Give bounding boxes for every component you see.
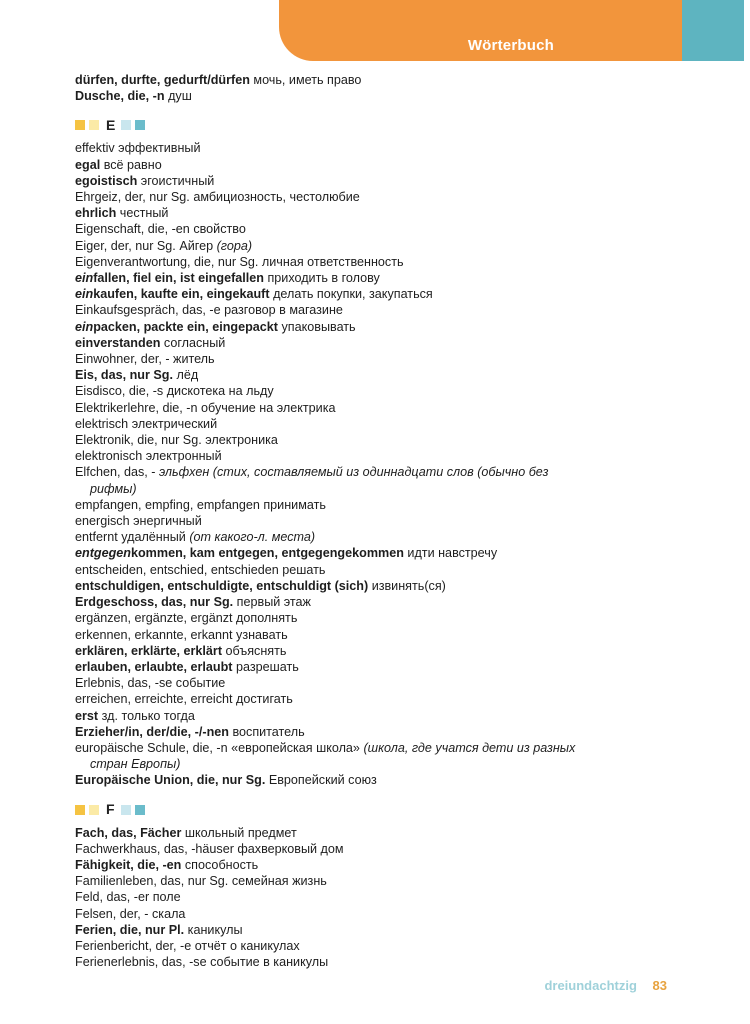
- entry-headword: Erdgeschoss, das, nur Sg.: [75, 595, 234, 610]
- entry-translation: житель: [173, 352, 215, 367]
- entry-translation: амбициозность, честолюбие: [193, 190, 360, 205]
- entry-headword: entscheiden, entschied, entschieden: [75, 562, 279, 577]
- dictionary-entry: [75, 659, 715, 675]
- dictionary-entry: [75, 954, 715, 970]
- dictionary-content: [75, 72, 715, 970]
- light-blue-square-icon: [121, 120, 131, 130]
- dictionary-entry: [75, 367, 715, 383]
- yellow-square-icon: [75, 805, 85, 815]
- entry-headword: packen, packte ein, eingepackt: [93, 319, 278, 334]
- entry-headword: Feld, das, -er: [75, 890, 150, 905]
- dictionary-entry: [75, 351, 715, 367]
- dictionary-entry: [75, 302, 715, 318]
- blue-square-icon: [135, 120, 145, 130]
- entry-translation: электронный: [145, 449, 222, 464]
- dictionary-entry: [75, 922, 715, 938]
- dictionary-entry: [75, 319, 715, 335]
- header-color-strip: [682, 0, 744, 61]
- entry-prefix: ein: [75, 287, 94, 302]
- entry-prefix: entgegen: [75, 546, 131, 561]
- dictionary-entry: [75, 432, 715, 448]
- entry-note-continuation: рифмы): [90, 481, 137, 496]
- entry-translation: способность: [184, 857, 259, 872]
- entry-headword: egal: [75, 157, 101, 172]
- entry-translation: поле: [152, 890, 181, 905]
- entry-translation: душ: [168, 89, 192, 104]
- section-f-entries: [75, 825, 715, 971]
- entry-headword: erkennen, erkannte, erkannt: [75, 627, 233, 642]
- section-letter-e: E: [106, 117, 116, 134]
- entry-translation: электрический: [131, 416, 218, 431]
- entry-translation: воспитатель: [232, 724, 305, 739]
- light-yellow-square-icon: [89, 120, 99, 130]
- dictionary-entry: [75, 270, 715, 286]
- entry-prefix: ein: [75, 319, 94, 334]
- entry-translation: каникулы: [187, 922, 243, 937]
- dictionary-entry: [75, 627, 715, 643]
- entry-headword: effektiv: [75, 141, 115, 156]
- dictionary-entry: [75, 221, 715, 237]
- entry-translation: событие: [175, 676, 226, 691]
- entry-headword: Fachwerkhaus, das, -häuser: [75, 841, 234, 856]
- entry-headword: Ferienbericht, der, -e: [75, 938, 192, 953]
- entry-translation: объяснять: [225, 643, 287, 658]
- entry-note: (школа, где учатся дети из разных: [363, 740, 576, 755]
- dictionary-entry: [75, 906, 715, 922]
- entry-translation: разговор в магазине: [224, 303, 343, 318]
- entry-headword: Eigenverantwortung, die, nur Sg.: [75, 254, 259, 269]
- entry-translation: дискотека на льду: [166, 384, 274, 399]
- entry-translation: дополнять: [236, 611, 298, 626]
- entry-prefix: ein: [75, 271, 94, 286]
- entry-translation: удалённый: [121, 530, 186, 545]
- entry-translation: первый этаж: [236, 595, 311, 610]
- entry-headword: elektrisch: [75, 416, 129, 431]
- entry-translation: узнавать: [236, 627, 288, 642]
- entry-translation: мочь, иметь право: [253, 73, 362, 87]
- dictionary-entry: [75, 383, 715, 399]
- entry-headword: empfangen, empfing, empfangen: [75, 497, 260, 512]
- dictionary-entry: [75, 691, 715, 707]
- dictionary-entry: [75, 740, 715, 772]
- entry-headword: Elfchen, das, -: [75, 465, 156, 480]
- entry-headword: europäische Schule, die, -n: [75, 740, 228, 755]
- entry-headword: Erzieher/in, der/die, -/-nen: [75, 724, 229, 739]
- dictionary-entry: [75, 772, 715, 788]
- entry-translation: лёд: [176, 368, 199, 383]
- entry-translation: Айгер: [179, 238, 214, 253]
- dictionary-entry: [75, 513, 715, 529]
- blue-square-icon: [135, 805, 145, 815]
- entry-headword: erklären, erklärte, erklärt: [75, 643, 223, 658]
- entry-headword: Fähigkeit, die, -en: [75, 857, 182, 872]
- section-e-entries: [75, 140, 715, 788]
- entry-headword: Dusche, die, -n: [75, 89, 165, 104]
- dictionary-entry: [75, 88, 715, 104]
- entry-headword: Elektrikerlehre, die, -n: [75, 400, 198, 415]
- entry-translation: отчёт о каникулах: [194, 938, 300, 953]
- page-footer: [544, 978, 667, 993]
- dictionary-entry: [75, 448, 715, 464]
- dictionary-entry: [75, 254, 715, 270]
- entry-translation: свойство: [193, 222, 246, 237]
- entry-translation: эгоистичный: [140, 173, 215, 188]
- entry-translation: эффективный: [118, 141, 201, 156]
- dictionary-entry: [75, 205, 715, 221]
- dictionary-entry: [75, 72, 715, 88]
- entry-translation: Европейский союз: [268, 773, 377, 788]
- yellow-square-icon: [75, 120, 85, 130]
- dictionary-entry: [75, 708, 715, 724]
- dictionary-entry: [75, 857, 715, 873]
- entry-translation: приходить в голову: [267, 271, 380, 286]
- entry-headword: Eigenschaft, die, -en: [75, 222, 190, 237]
- entry-headword: ehrlich: [75, 206, 117, 221]
- dictionary-entry: [75, 335, 715, 351]
- entry-headword: Einwohner, der, -: [75, 352, 170, 367]
- dictionary-entry: [75, 464, 715, 496]
- entry-translation: фахверковый дом: [237, 841, 344, 856]
- entry-headword: erst: [75, 708, 99, 723]
- dictionary-entry: [75, 286, 715, 302]
- section-letter-f: F: [106, 801, 115, 818]
- entry-headword: egoistisch: [75, 173, 138, 188]
- entry-headword: Einkaufsgespräch, das, -e: [75, 303, 221, 318]
- light-blue-square-icon: [121, 805, 131, 815]
- entry-translation: электроника: [205, 433, 278, 448]
- entry-headword: Elektronik, die, nur Sg.: [75, 433, 202, 448]
- entry-translation: разрешать: [235, 659, 299, 674]
- entry-headword: Ehrgeiz, der, nur Sg.: [75, 190, 190, 205]
- dictionary-entry: [75, 157, 715, 173]
- entry-headword: ergänzen, ergänzte, ergänzt: [75, 611, 233, 626]
- entry-headword: entfernt: [75, 530, 118, 545]
- light-yellow-square-icon: [89, 805, 99, 815]
- dictionary-entry: [75, 189, 715, 205]
- page-number: 83: [652, 978, 667, 993]
- entry-headword: dürfen, durfte, gedurft/dürfen: [75, 73, 250, 87]
- entry-note: эльфхен (стих, составляемый из одиннадцати слов (обычно без: [159, 465, 549, 480]
- dictionary-entry: [75, 610, 715, 626]
- entry-headword: Eisdisco, die, -s: [75, 384, 164, 399]
- entry-translation: энергичный: [133, 514, 202, 529]
- dictionary-entry: [75, 497, 715, 513]
- header-tab: [279, 0, 682, 61]
- dictionary-entry: [75, 675, 715, 691]
- dictionary-entry: [75, 873, 715, 889]
- entry-note-continuation: стран Европы): [90, 757, 181, 772]
- entry-headword: Ferienerlebnis, das, -se: [75, 955, 207, 970]
- entry-translation: обучение на электрика: [201, 400, 336, 415]
- entry-translation: принимать: [263, 497, 326, 512]
- pre-entries-list: [75, 72, 715, 104]
- dictionary-entry: [75, 841, 715, 857]
- entry-headword: energisch: [75, 514, 130, 529]
- entry-headword: kaufen, kaufte ein, eingekauft: [93, 287, 270, 302]
- entry-note: (от какого-л. места): [189, 530, 316, 545]
- entry-translation: согласный: [163, 335, 226, 350]
- entry-translation: «европейская школа»: [231, 740, 360, 755]
- dictionary-entry: [75, 938, 715, 954]
- entry-translation: всё равно: [103, 157, 162, 172]
- entry-translation: школьный предмет: [184, 825, 297, 840]
- entry-headword: Familienleben, das, nur Sg.: [75, 874, 229, 889]
- entry-translation: скала: [152, 906, 186, 921]
- entry-headword: Eis, das, nur Sg.: [75, 368, 173, 383]
- page-title: Wörterbuch: [467, 37, 554, 54]
- page-number-word: dreiundachtzig: [544, 978, 637, 993]
- dictionary-entry: [75, 724, 715, 740]
- section-e-heading: [75, 116, 715, 134]
- entry-headword: fallen, fiel ein, ist eingefallen: [93, 271, 264, 286]
- dictionary-entry: [75, 400, 715, 416]
- entry-headword: Fach, das, Fächer: [75, 825, 182, 840]
- dictionary-entry: [75, 545, 715, 561]
- dictionary-entry: [75, 643, 715, 659]
- dictionary-entry: [75, 594, 715, 610]
- dictionary-entry: [75, 889, 715, 905]
- entry-translation: честный: [119, 206, 169, 221]
- entry-headword: erlauben, erlaubte, erlaubt: [75, 659, 233, 674]
- entry-note: (гора): [216, 238, 253, 253]
- entry-headword: Ferien, die, nur Pl.: [75, 922, 185, 937]
- entry-translation: решать: [282, 562, 326, 577]
- entry-translation: делать покупки, закупаться: [273, 287, 433, 302]
- entry-translation: идти навстречу: [407, 546, 498, 561]
- entry-headword: entschuldigen, entschuldigte, entschuldigt (sich): [75, 578, 369, 593]
- dictionary-entry: [75, 140, 715, 156]
- entry-headword: elektronisch: [75, 449, 143, 464]
- dictionary-entry: [75, 416, 715, 432]
- dictionary-entry: [75, 173, 715, 189]
- entry-translation: упаковывать: [281, 319, 356, 334]
- entry-headword: kommen, kam entgegen, entgegengekommen: [130, 546, 404, 561]
- entry-translation: личная ответственность: [261, 254, 404, 269]
- section-f-heading: [75, 801, 715, 819]
- entry-headword: erreichen, erreichte, erreicht: [75, 692, 233, 707]
- entry-translation: семейная жизнь: [231, 874, 327, 889]
- dictionary-entry: [75, 529, 715, 545]
- dictionary-entry: [75, 578, 715, 594]
- dictionary-entry: [75, 562, 715, 578]
- dictionary-entry: [75, 238, 715, 254]
- entry-headword: einverstanden: [75, 335, 161, 350]
- entry-headword: Europäische Union, die, nur Sg.: [75, 773, 266, 788]
- entry-headword: Felsen, der, -: [75, 906, 149, 921]
- entry-headword: Erlebnis, das, -se: [75, 676, 173, 691]
- entry-translation: зд. только тогда: [101, 708, 195, 723]
- dictionary-entry: [75, 825, 715, 841]
- entry-translation: извинять(ся): [371, 578, 446, 593]
- entry-translation: достигать: [236, 692, 293, 707]
- entry-headword: Eiger, der, nur Sg.: [75, 238, 176, 253]
- entry-translation: событие в каникулы: [210, 955, 329, 970]
